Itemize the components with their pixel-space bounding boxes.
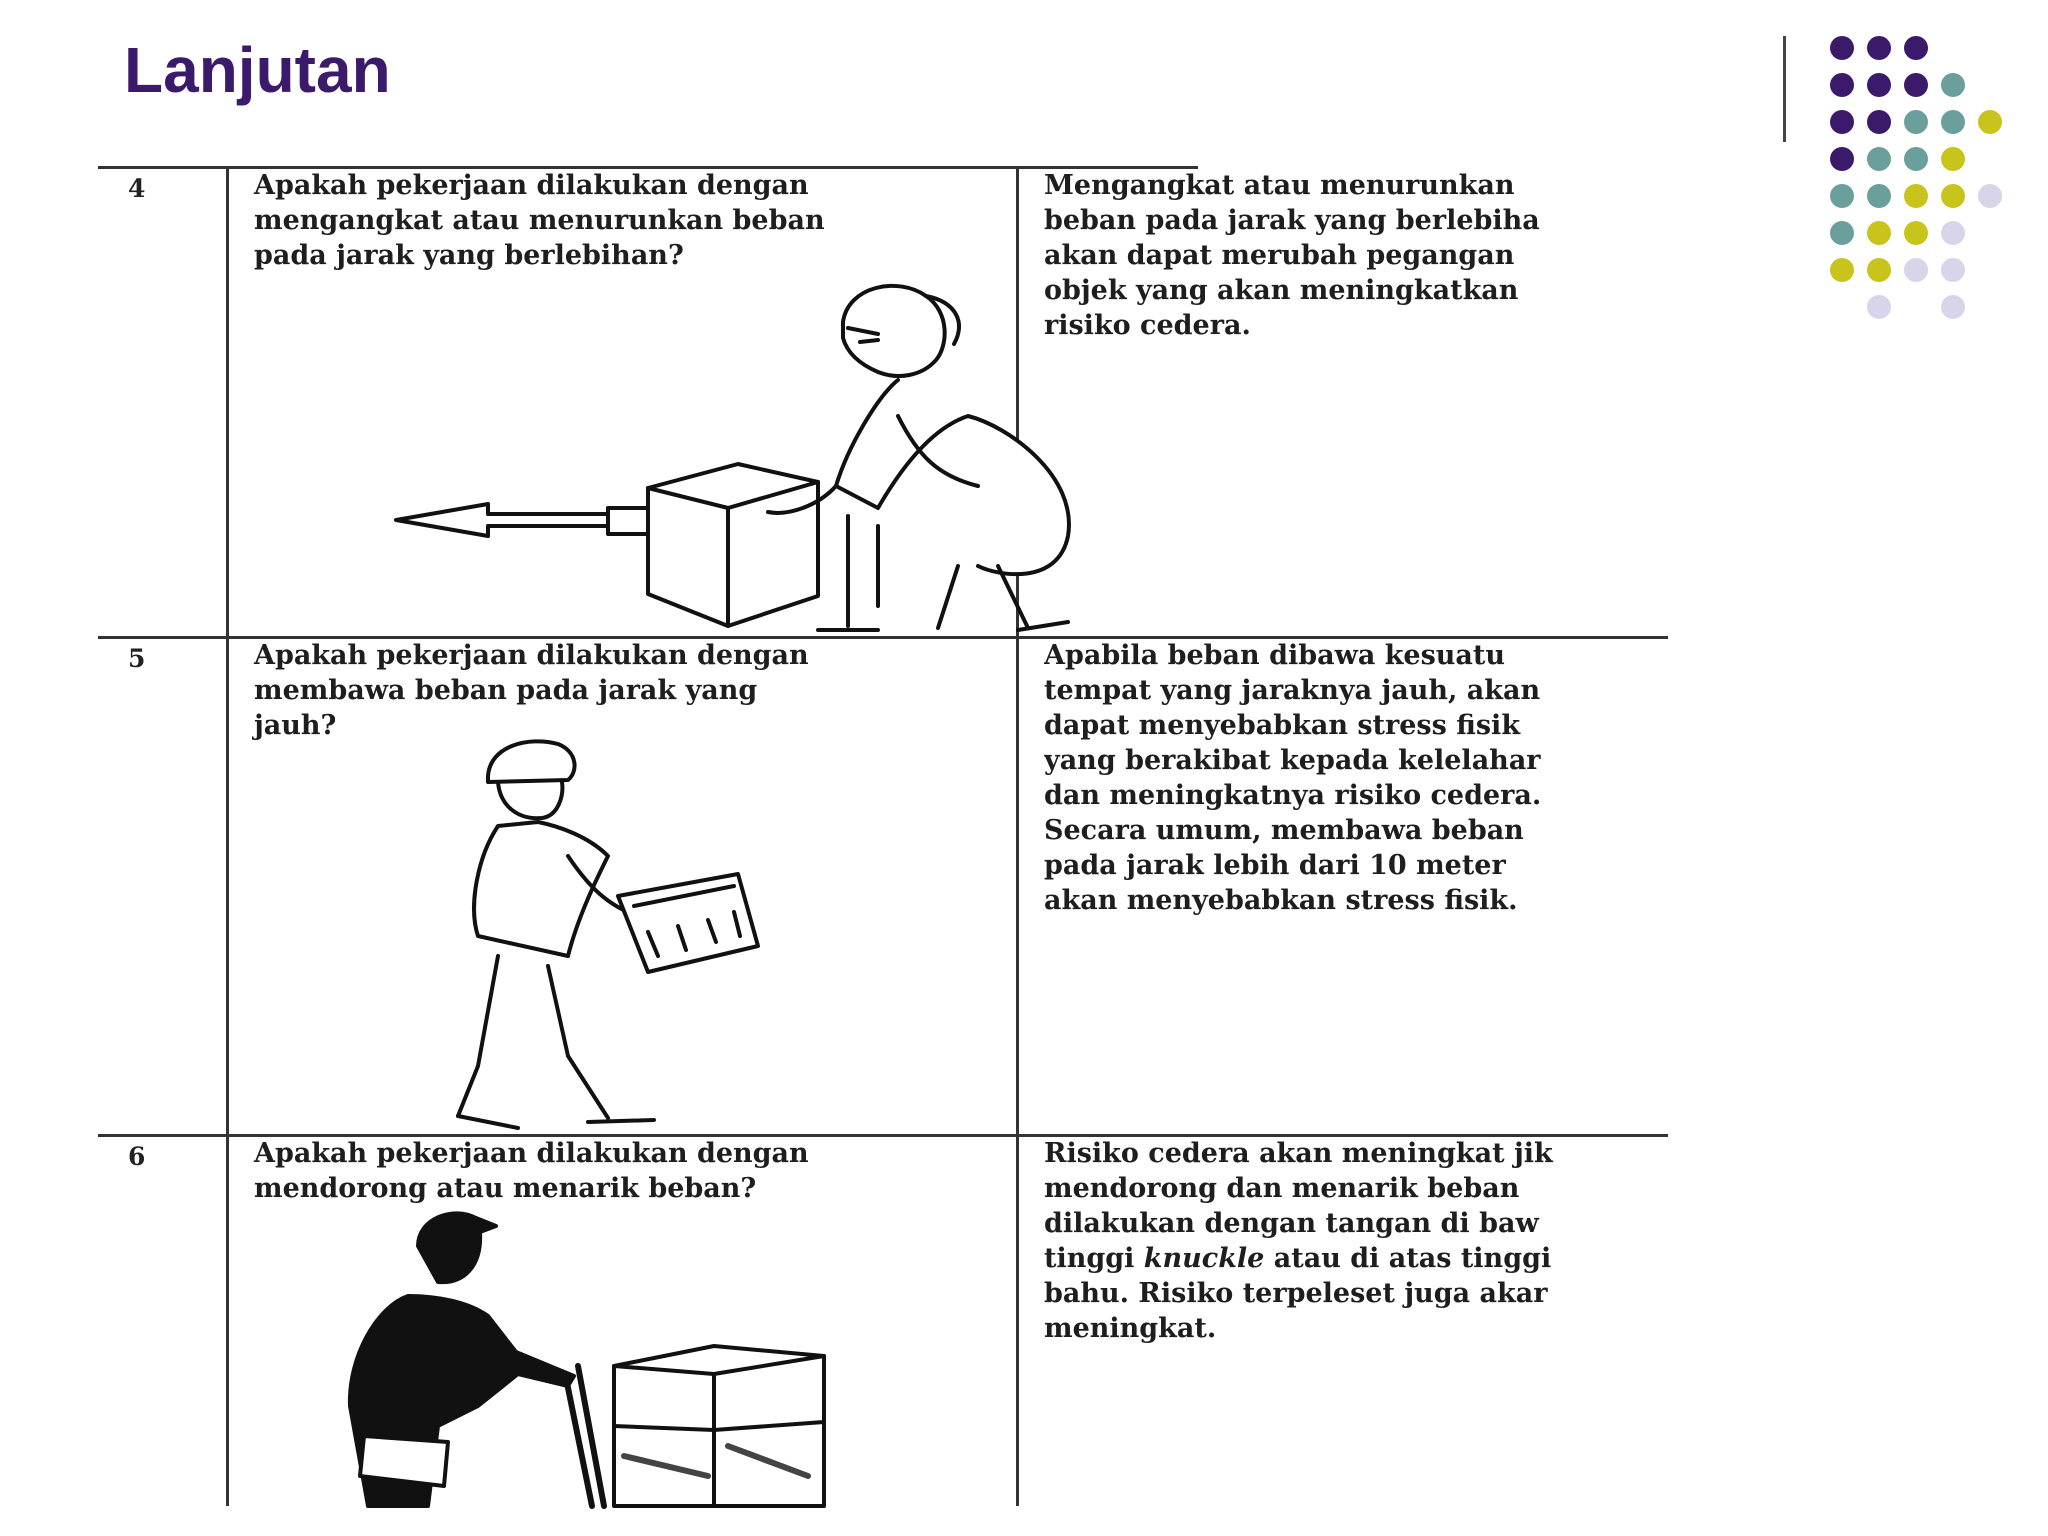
dot [1830,110,1854,134]
man-pushing-cart-icon [268,1206,1028,1506]
row-question: Apakah pekerjaan dilakukan dengan membawa beban pada jarak yang jauh? [254,640,809,741]
slide-title: Lanjutan [124,34,391,106]
dot [1867,110,1891,134]
dot [1941,184,1965,208]
dot [1867,36,1891,60]
dot [1867,221,1891,245]
answer-text: atau di atas tinggi bahu. Risiko terpeleset juga akar meningkat. [1044,1243,1552,1344]
answer-emphasis: knuckle [1143,1243,1265,1274]
man-carrying-crate-icon [458,736,838,1136]
dot [1830,221,1854,245]
answer-text: Risiko cedera akan meningkat jik mendorong dan menarik beban dilakukan dengan tangan di baw tinggi [1044,1138,1553,1274]
dot [1904,73,1928,97]
dot [1941,221,1965,245]
row-answer: Mengangkat atau menurunkan beban pada jarak yang berlebiha akan dapat merubah pegangan objek yang akan meningkatkan risiko cedera. [1044,170,1540,341]
dot [1867,295,1891,319]
row-number: 5 [128,644,146,673]
row-question: Apakah pekerjaan dilakukan dengan mengangkat atau menurunkan beban pada jarak yang berlebihan? [254,170,825,271]
dot [1867,184,1891,208]
row-number: 4 [128,174,146,203]
dot [1867,73,1891,97]
dot [1978,110,2002,134]
table-rule [226,166,229,1506]
row-question: Apakah pekerjaan dilakukan dengan mendorong atau menarik beban? [254,1138,809,1204]
row-answer: Apabila beban dibawa kesuatu tempat yang jaraknya jauh, akan dapat menyebabkan stress fisik yang berakibat kepada kelelahar dan meningkatnya risiko cedera. Secara umum, membawa beban pada jarak lebih dari 10 meter akan menyebabkan stress fisik. [1044,640,1542,916]
dot [1830,147,1854,171]
dot [1941,110,1965,134]
dot [1978,184,2002,208]
dot [1830,36,1854,60]
dot [1941,295,1965,319]
dot [1904,258,1928,282]
dot [1867,258,1891,282]
dot [1904,110,1928,134]
dot [1830,73,1854,97]
dot [1904,147,1928,171]
dot [1830,258,1854,282]
row-answer [1044,1136,1664,1346]
woman-lifting-box-icon [378,276,1078,636]
dot [1941,147,1965,171]
dot [1941,258,1965,282]
dot [1904,36,1928,60]
dot [1904,221,1928,245]
dot [1830,184,1854,208]
row-number: 6 [128,1142,146,1171]
dot [1904,184,1928,208]
risk-table [98,166,1760,1506]
dot [1941,73,1965,97]
dot [1867,147,1891,171]
